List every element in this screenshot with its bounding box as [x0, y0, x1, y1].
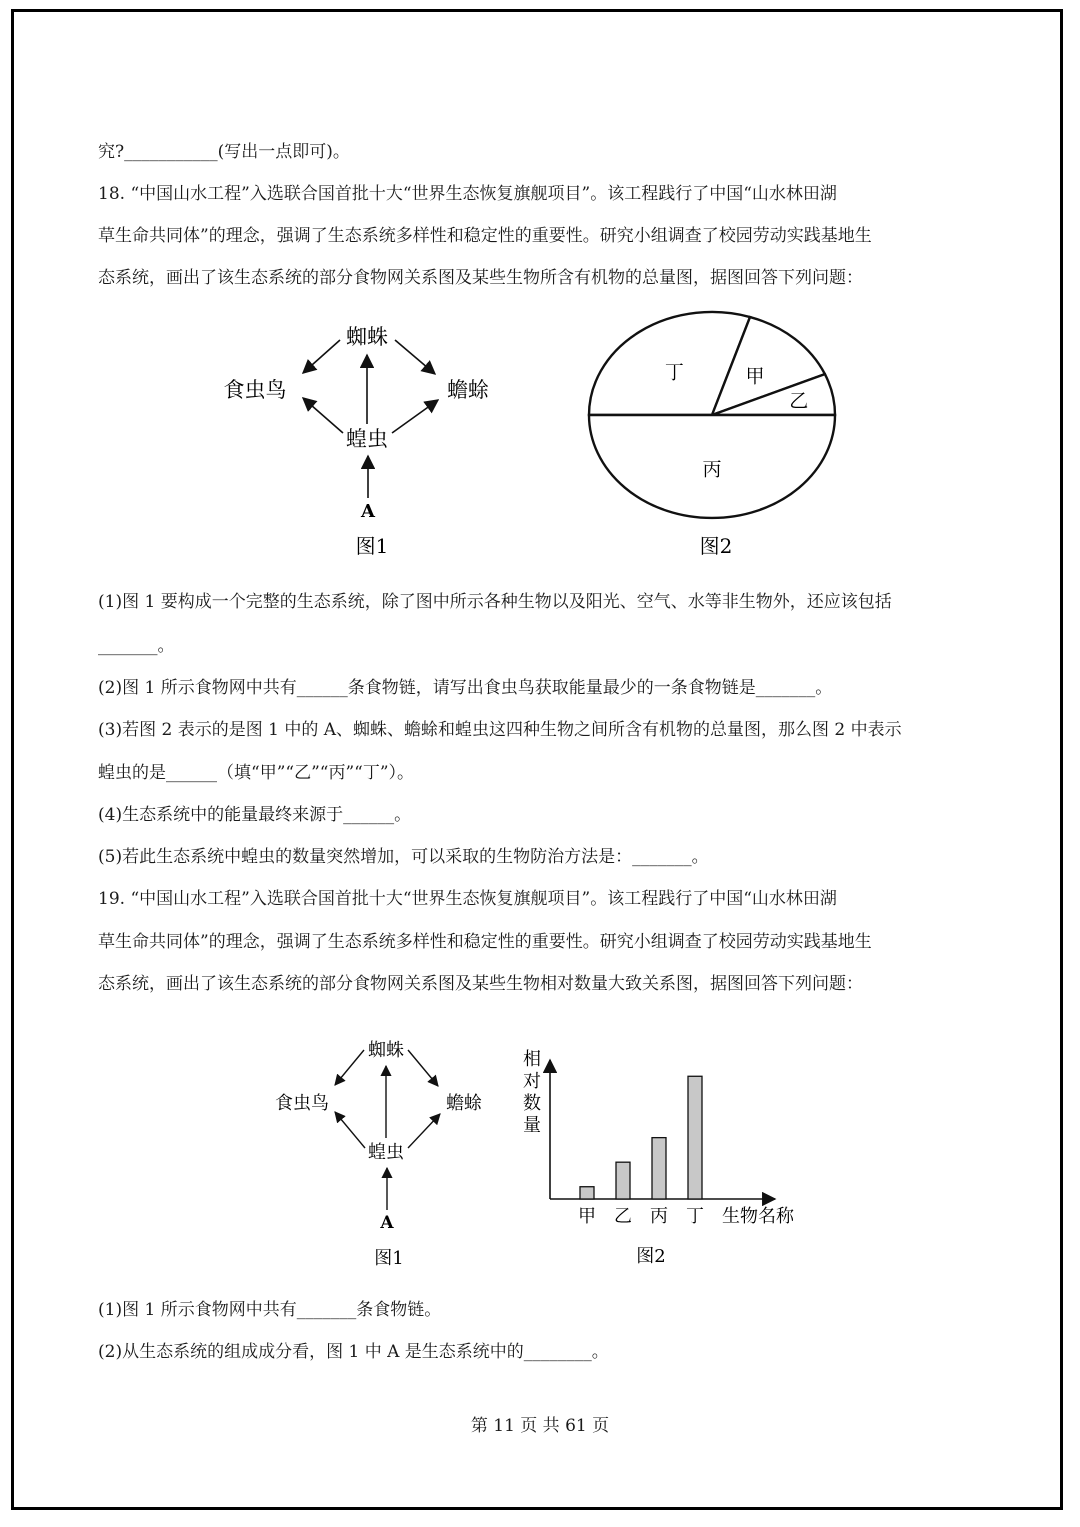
bar-category-label: 乙	[614, 1206, 632, 1227]
figure-caption: 图2	[699, 534, 733, 558]
pie-label-1: 甲	[745, 365, 765, 388]
question-18-line-1: 18. “中国山水工程”入选联合国首批十大“世界生态恢复旗舰项目”。该工程践行了中国“山水林田湖	[98, 184, 837, 204]
arrow-spider-to-bird	[335, 1050, 364, 1085]
pie-label-0: 丁	[664, 361, 684, 384]
node-toad: 蟾蜍	[446, 1093, 482, 1114]
arrow-locust-to-bird	[335, 1112, 365, 1148]
q18-sub1-line-2: _______。	[98, 636, 175, 656]
arrow-locust-to-toad	[408, 1114, 440, 1148]
bar-2	[652, 1138, 666, 1199]
x-axis-label: 生物名称	[722, 1206, 794, 1227]
node-locust: 蝗虫	[346, 427, 388, 451]
food-web-diagram-1	[200, 318, 510, 563]
question-19-line-2: 草生命共同体”的理念，强调了生态系统多样性和稳定性的重要性。研究小组调查了校园劳动实践基地生	[98, 932, 872, 952]
arrow-spider-to-toad	[408, 1050, 438, 1086]
y-axis-label-char: 量	[523, 1115, 541, 1136]
q18-sub3-line-1: (3)若图 2 表示的是图 1 中的 A、蜘蛛、蟾蜍和蝗虫这四种生物之间所含有机物的总量图，那么图 2 中表示	[98, 720, 902, 740]
bar-3	[688, 1076, 702, 1199]
node-spider: 蜘蛛	[368, 1040, 404, 1061]
node-toad: 蟾蜍	[447, 378, 489, 402]
node-producer: A	[361, 501, 375, 522]
q18-sub1-line-1: (1)图 1 要构成一个完整的生态系统，除了图中所示各种生物以及阳光、空气、水等非生物外，还应该包括	[98, 592, 892, 612]
y-axis-label-char: 相	[523, 1049, 541, 1070]
pie-label-2: 乙	[789, 389, 809, 412]
q18-sub2: (2)图 1 所示食物网中共有______条食物链，请写出食虫鸟获取能量最少的一条食物链是_______。	[98, 678, 833, 698]
bar-chart	[515, 1040, 815, 1275]
food-web-diagram-2	[262, 1030, 502, 1275]
q18-sub4: (4)生态系统中的能量最终来源于______。	[98, 805, 412, 825]
node-spider: 蜘蛛	[346, 325, 388, 349]
node-bird: 食虫鸟	[275, 1093, 329, 1114]
q18-sub5: (5)若此生态系统中蝗虫的数量突然增加，可以采取的生物防治方法是：_______。	[98, 847, 709, 867]
y-axis-label-char: 数	[523, 1093, 541, 1114]
question-18-line-3: 态系统，画出了该生态系统的部分食物网关系图及某些生物所含有机物的总量图，据图回答下列问题：	[98, 268, 863, 288]
y-axis-label-char: 对	[523, 1071, 541, 1092]
arrow-spider-to-bird	[303, 340, 340, 373]
bar-category-label: 丙	[650, 1206, 668, 1227]
q19-sub1: (1)图 1 所示食物网中共有_______条食物链。	[98, 1300, 442, 1320]
arrow-spider-to-toad	[395, 340, 435, 374]
figure-caption: 图2	[636, 1246, 666, 1267]
node-locust: 蝗虫	[368, 1142, 404, 1163]
pie-chart	[575, 305, 850, 563]
q18-sub3-line-2: 蝗虫的是______（填“甲”“乙”“丙”“丁”）。	[98, 763, 415, 783]
bar-1	[616, 1162, 630, 1199]
question-19-line-1: 19. “中国山水工程”入选联合国首批十大“世界生态恢复旗舰项目”。该工程践行了中国“山水林田湖	[98, 889, 837, 909]
question-18-line-2: 草生命共同体”的理念，强调了生态系统多样性和稳定性的重要性。研究小组调查了校园劳动实践基地生	[98, 226, 872, 246]
bar-category-label: 丁	[686, 1206, 704, 1227]
pie-label-3: 丙	[702, 458, 722, 481]
bar-category-label: 甲	[578, 1206, 596, 1227]
figure-caption: 图1	[374, 1248, 404, 1269]
bar-0	[580, 1187, 594, 1199]
arrow-locust-to-bird	[303, 398, 343, 433]
node-bird: 食虫鸟	[223, 378, 287, 402]
q19-sub2: (2)从生态系统的组成成分看，图 1 中 A 是生态系统中的________。	[98, 1342, 609, 1362]
question-19-line-3: 态系统，画出了该生态系统的部分食物网关系图及某些生物相对数量大致关系图，据图回答下列问题：	[98, 974, 863, 994]
figure-caption: 图1	[355, 534, 389, 558]
page-number: 第 11 页 共 61 页	[470, 1416, 610, 1436]
text-line: 究?___________(写出一点即可)。	[98, 142, 350, 162]
node-producer: A	[380, 1213, 394, 1233]
arrow-locust-to-toad	[392, 400, 438, 433]
